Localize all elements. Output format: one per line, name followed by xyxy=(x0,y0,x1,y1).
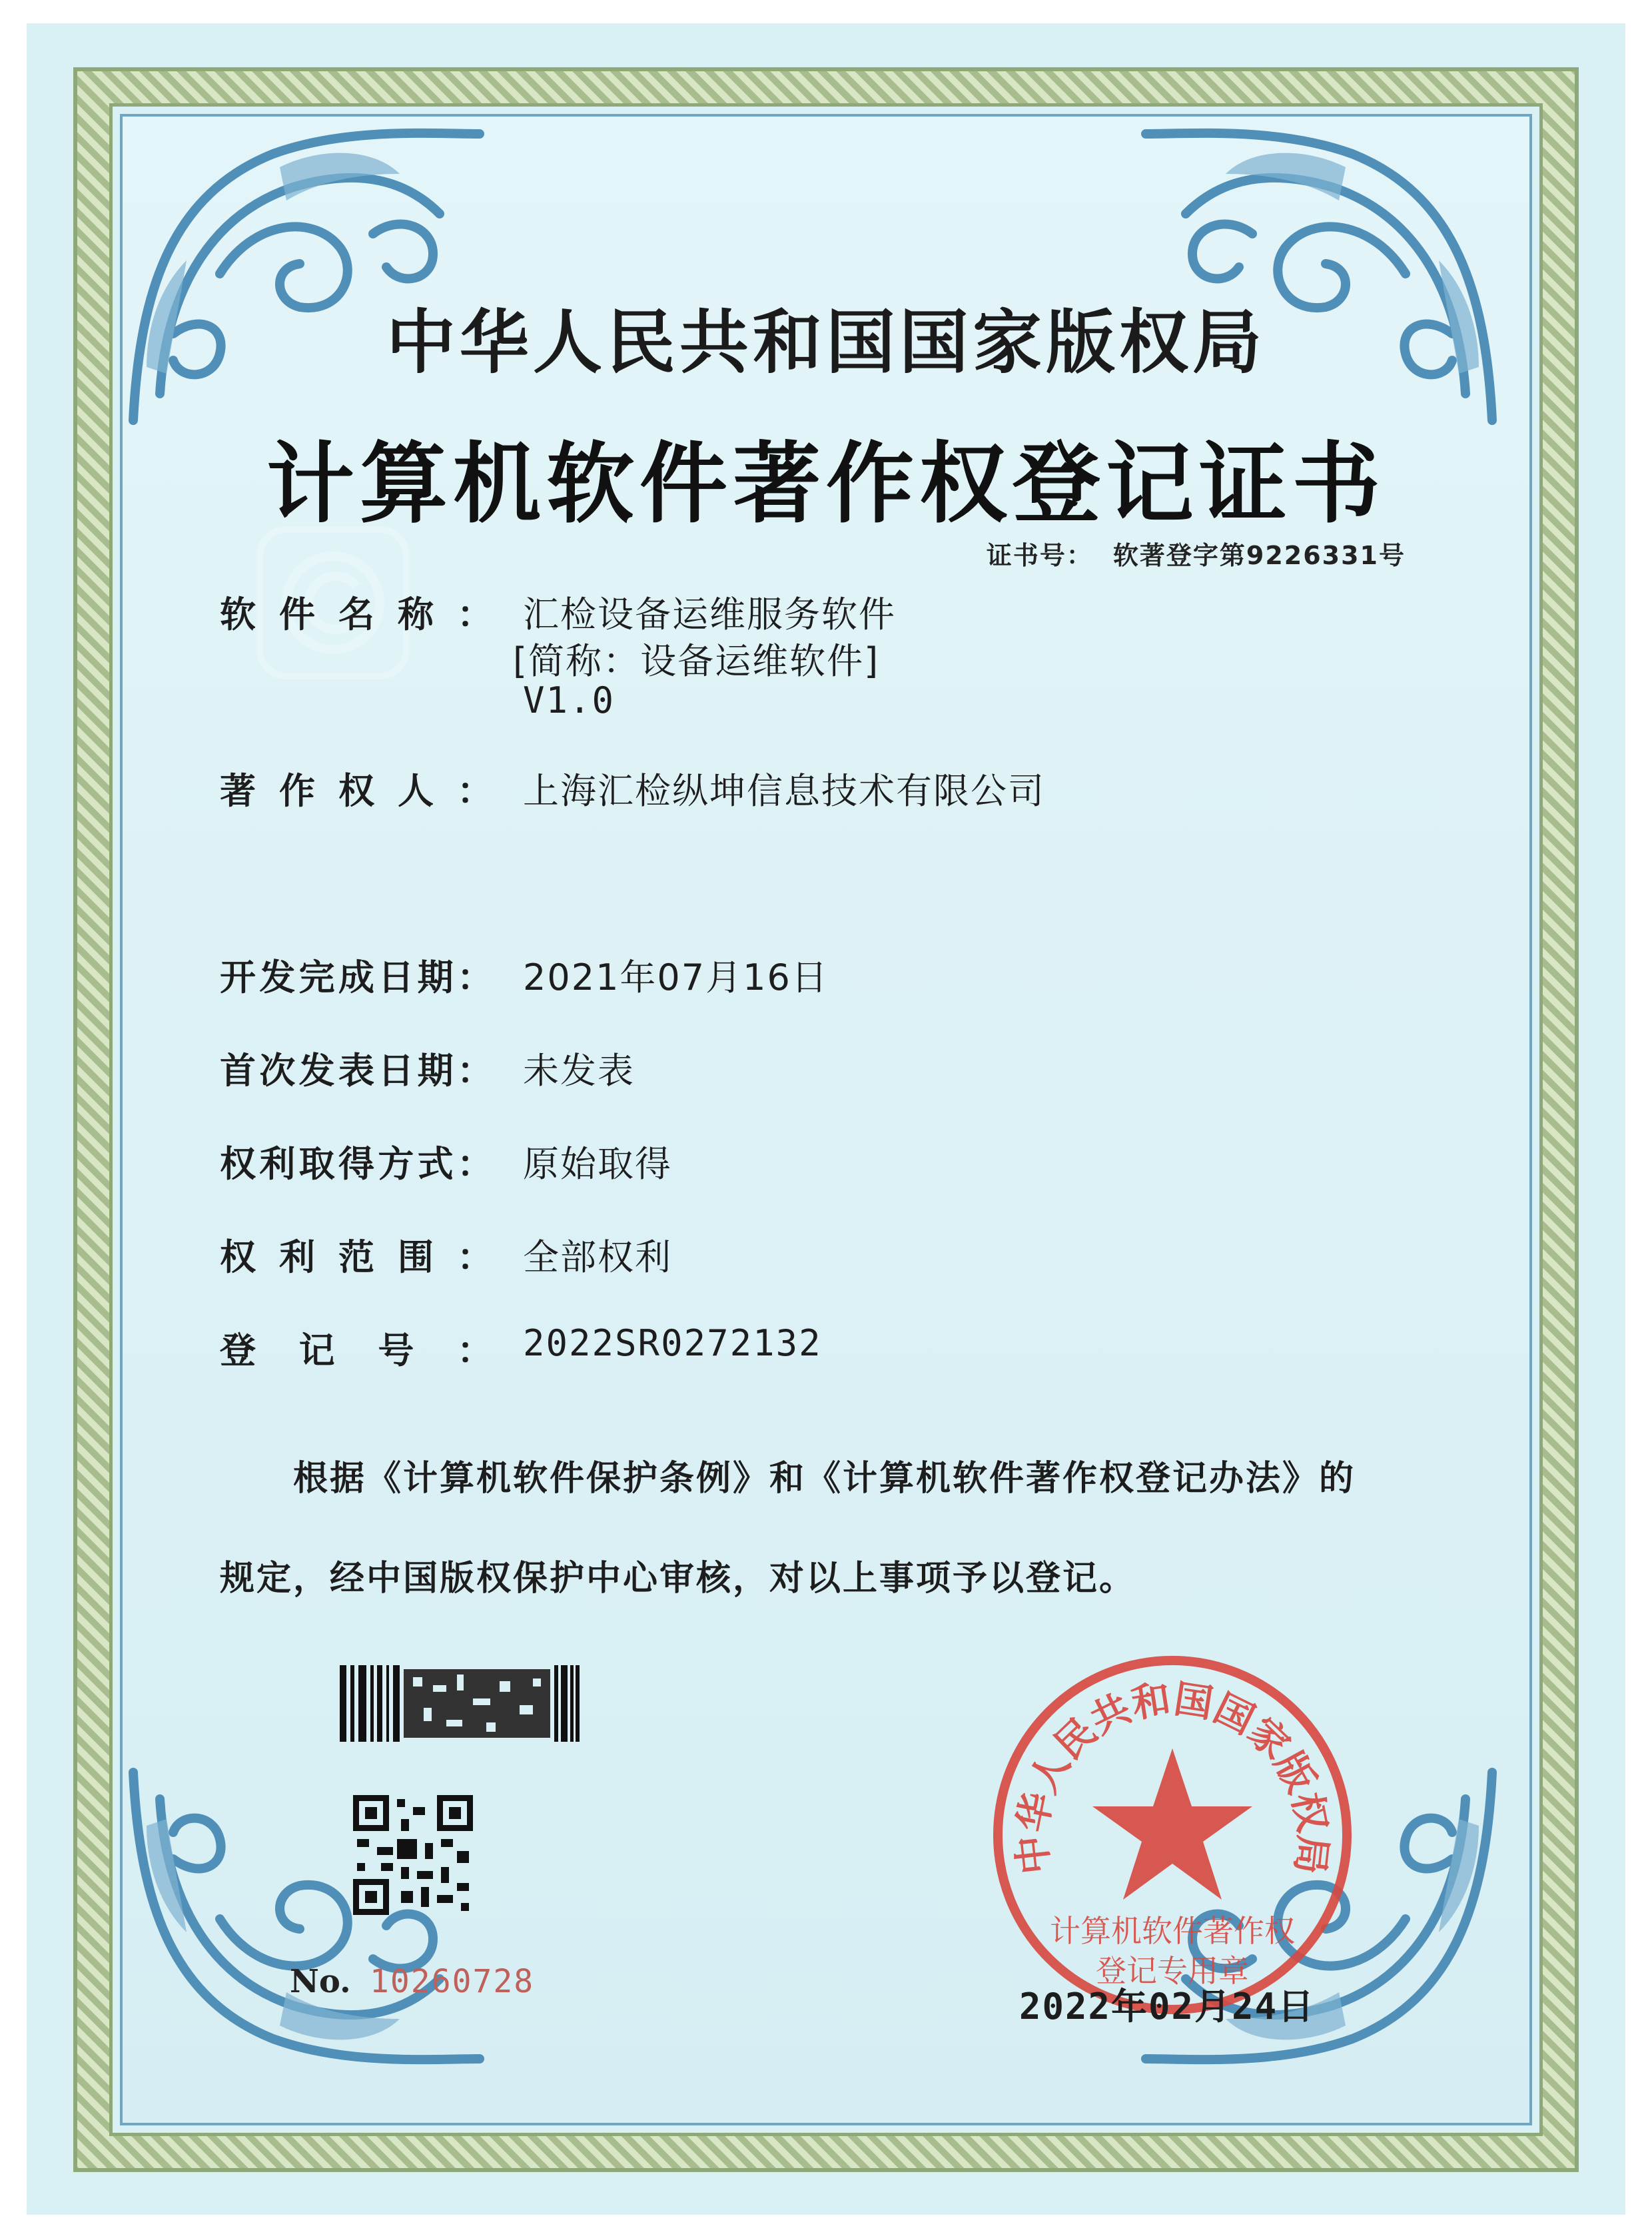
issuing-authority: 中华人民共和国国家版权局 xyxy=(386,302,1266,383)
software-version-value: V1.0 xyxy=(523,679,616,721)
statement-line-2: 规定，经中国版权保护中心审核，对以上事项予以登记。 xyxy=(220,1559,1136,1599)
acquisition-value: 原始取得 xyxy=(523,1143,672,1185)
serial-number-label: No. xyxy=(290,1963,351,2000)
certificate-number xyxy=(987,535,1406,571)
first-publish-date-label: 首次发表日期： xyxy=(220,1050,493,1092)
certificate-sheet xyxy=(27,23,1625,2215)
dev-complete-date-label: 开发完成日期： xyxy=(220,956,493,998)
scope-label: 权利范围： xyxy=(220,1236,493,1278)
registration-number-label: 登记号： xyxy=(220,1329,493,1371)
copyright-owner-label: 著作权人： xyxy=(220,770,493,812)
seal-center-line-2: 登记专用章 xyxy=(1096,1953,1249,1989)
barcode-icon xyxy=(340,1665,580,1742)
registration-number-value: 2022SR0272132 xyxy=(523,1322,822,1364)
qr-code-icon xyxy=(353,1795,473,1915)
seal-star-icon xyxy=(1092,1748,1252,1900)
seal-center-line-1: 计算机软件著作权 xyxy=(1050,1913,1295,1949)
software-name-value: 汇检设备运维服务软件 xyxy=(523,593,896,635)
copyright-owner-value: 上海汇检纵坤信息技术有限公司 xyxy=(523,770,1045,812)
certificate-number-value: 软著登字第9226331号 xyxy=(1112,541,1406,570)
first-publish-date-value: 未发表 xyxy=(523,1050,635,1092)
software-name-label: 软件名称： xyxy=(220,593,493,635)
dev-complete-date-value: 2021年07月16日 xyxy=(523,956,829,998)
seal-ring-text: 中华人民共和国国家版权局 xyxy=(1009,1676,1336,1877)
scope-value: 全部权利 xyxy=(523,1236,672,1278)
statement-line-1: 根据《计算机软件保护条例》和《计算机软件著作权登记办法》的 xyxy=(293,1459,1356,1499)
serial-number-value: 10260728 xyxy=(370,1963,535,2000)
official-seal-stamp xyxy=(986,1649,1359,2022)
issue-date: 2022年02月24日 xyxy=(1019,1986,1316,2028)
statement-paragraph xyxy=(220,1429,1452,1629)
certificate-title: 计算机软件著作权登记证书 xyxy=(266,432,1386,536)
software-short-name-value: [简称：设备运维软件] xyxy=(513,640,880,682)
certificate-number-label: 证书号： xyxy=(986,541,1093,570)
acquisition-label: 权利取得方式： xyxy=(220,1143,493,1185)
